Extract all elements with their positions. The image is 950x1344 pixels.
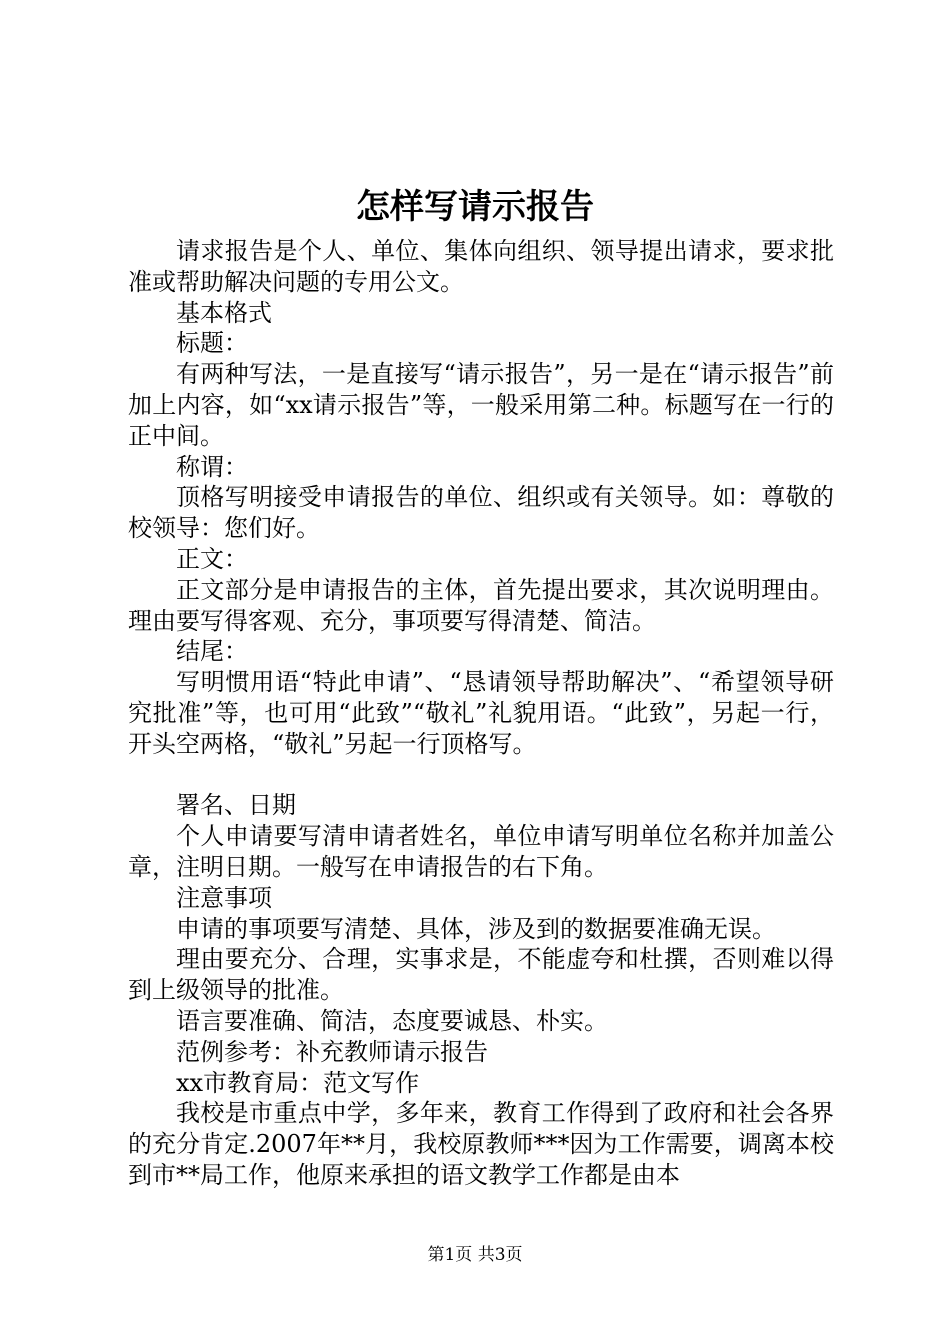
heading-title: 标题： — [176, 329, 248, 358]
heading-basic-format: 基本格式 — [176, 298, 272, 327]
document-body — [128, 236, 834, 1191]
page-footer: 第1页 共3页 — [427, 1245, 523, 1265]
heading-example: 范例参考：补充教师请示报告 — [176, 1037, 488, 1066]
paragraph-ending-rules: 写明惯用语“特此申请”、“恳请领导帮助解决”、“希望领导研究批准”等，也可用“此致”“敬礼”礼貌用语。“此致”，另起一行，开头空两格，“敬礼”另起一行顶格写。 — [128, 668, 834, 758]
heading-ending: 结尾： — [176, 637, 248, 666]
heading-main-text: 正文： — [176, 544, 248, 573]
paragraph-note-1: 申请的事项要写清楚、具体，涉及到的数据要准确无误。 — [176, 914, 776, 943]
paragraph-main-text-rules: 正文部分是申请报告的主体，首先提出要求，其次说明理由。理由要写得客观、充分，事项要写得清楚、简洁。 — [128, 575, 834, 635]
paragraph-note-2: 理由要充分、合理，实事求是，不能虚夸和杜撰，否则难以得到上级领导的批准。 — [128, 945, 834, 1005]
blank-line — [128, 760, 834, 791]
paragraph-title-rules: 有两种写法，一是直接写“请示报告”，另一是在“请示报告”前加上内容，如“xx请示报告”等，一般采用第二种。标题写在一行的正中间。 — [128, 360, 834, 450]
paragraph-note-3: 语言要准确、简洁，态度要诚恳、朴实。 — [176, 1006, 608, 1035]
heading-notes: 注意事项 — [176, 883, 272, 912]
document-title: 怎样写请示报告 — [356, 187, 594, 227]
paragraph-salutation-rules: 顶格写明接受申请报告的单位、组织或有关领导。如：尊敬的校领导：您们好。 — [128, 483, 834, 543]
heading-salutation: 称谓： — [176, 452, 248, 481]
paragraph-intro: 请求报告是个人、单位、集体向组织、领导提出请求，要求批准或帮助解决问题的专用公文。 — [128, 237, 834, 296]
paragraph-signature-rules: 个人申请要写清申请者姓名，单位申请写明单位名称并加盖公章，注明日期。一般写在申请报告的右下角。 — [128, 822, 834, 881]
heading-signature-date: 署名、日期 — [176, 791, 296, 820]
example-body: 我校是市重点中学，多年来，教育工作得到了政府和社会各界的充分肯定.2007年**月，我校原教师***因为工作需要，调离本校到市**局工作，他原来承担的语文教学工作都是由本 — [128, 1099, 834, 1189]
example-recipient: xx市教育局：范文写作 — [176, 1068, 420, 1097]
